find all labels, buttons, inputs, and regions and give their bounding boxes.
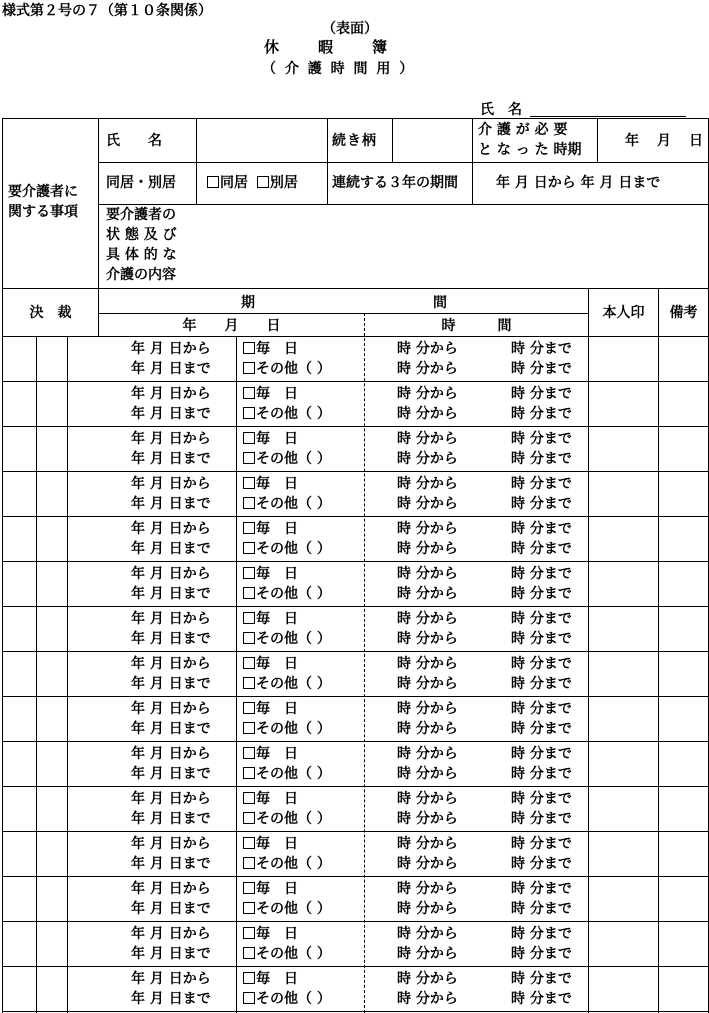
every-day-checkbox[interactable]: 毎 日 bbox=[243, 474, 298, 494]
time-to-2[interactable]: 時 分まで bbox=[511, 991, 572, 1007]
relation-label: 続き柄 bbox=[332, 133, 377, 149]
every-day-checkbox[interactable]: 毎 日 bbox=[243, 699, 298, 719]
other-checkbox[interactable]: その他（ ） bbox=[243, 629, 331, 649]
approval-cell[interactable] bbox=[4, 563, 34, 604]
seal-cell[interactable] bbox=[590, 338, 656, 379]
date-to[interactable]: 年 月 日まで bbox=[131, 451, 211, 467]
date-to[interactable]: 年 月 日まで bbox=[131, 676, 211, 692]
condition-field[interactable] bbox=[199, 207, 705, 285]
time-from-2[interactable]: 時 分から bbox=[397, 631, 458, 647]
remarks-cell[interactable] bbox=[660, 743, 706, 784]
date-to[interactable]: 年 月 日まで bbox=[131, 991, 211, 1007]
every-day-checkbox[interactable]: 毎 日 bbox=[243, 924, 298, 944]
every-day-checkbox[interactable]: 毎 日 bbox=[243, 789, 298, 809]
time-to-2[interactable]: 時 分まで bbox=[511, 811, 572, 827]
cohabit-checkbox[interactable]: 同居 bbox=[207, 175, 248, 191]
date-to[interactable]: 年 月 日まで bbox=[131, 901, 211, 917]
approval-cell[interactable] bbox=[4, 743, 34, 784]
form-subtitle: （ 介 護 時 間 用 ） bbox=[262, 61, 416, 77]
remarks-cell[interactable] bbox=[660, 698, 706, 739]
care-section-label: 要介護者に 関する事項 bbox=[8, 184, 78, 220]
approval-cell[interactable] bbox=[4, 383, 34, 424]
date-from[interactable]: 年 月 日から bbox=[131, 341, 211, 357]
date-column-header: 年 月 日 bbox=[182, 318, 281, 334]
time-to-2[interactable]: 時 分まで bbox=[511, 946, 572, 962]
time-to-1[interactable]: 時 分まで bbox=[511, 431, 572, 447]
date-to[interactable]: 年 月 日まで bbox=[131, 541, 211, 557]
date-to[interactable]: 年 月 日まで bbox=[131, 586, 211, 602]
relation-field[interactable] bbox=[395, 121, 469, 159]
need-period-label: 介 護 が 必 要 と な っ た 時期 bbox=[478, 122, 582, 158]
every-day-checkbox[interactable]: 毎 日 bbox=[243, 609, 298, 629]
date-from[interactable]: 年 月 日から bbox=[131, 836, 211, 852]
remarks-cell[interactable] bbox=[660, 608, 706, 649]
time-from-1[interactable]: 時 分から bbox=[397, 386, 458, 402]
time-from-2[interactable]: 時 分から bbox=[397, 586, 458, 602]
time-to-1[interactable]: 時 分まで bbox=[511, 386, 572, 402]
side-label: （表面） bbox=[322, 21, 378, 37]
seal-cell[interactable] bbox=[590, 788, 656, 829]
remarks-cell[interactable] bbox=[660, 428, 706, 469]
date-from[interactable]: 年 月 日から bbox=[131, 971, 211, 987]
time-to-2[interactable]: 時 分まで bbox=[511, 541, 572, 557]
approval-cell[interactable] bbox=[4, 608, 34, 649]
other-checkbox[interactable]: その他（ ） bbox=[243, 764, 331, 784]
date-to[interactable]: 年 月 日まで bbox=[131, 811, 211, 827]
approval-cell[interactable] bbox=[4, 878, 34, 919]
remarks-header: 備考 bbox=[669, 305, 698, 321]
time-to-1[interactable]: 時 分まで bbox=[511, 881, 572, 897]
approval-cell[interactable] bbox=[4, 338, 34, 379]
date-from[interactable]: 年 月 日から bbox=[131, 611, 211, 627]
care-name-label: 氏 名 bbox=[106, 133, 162, 149]
remarks-cell[interactable] bbox=[660, 518, 706, 559]
seal-header: 本人印 bbox=[602, 305, 645, 321]
date-to[interactable]: 年 月 日まで bbox=[131, 856, 211, 872]
other-checkbox[interactable]: その他（ ） bbox=[243, 989, 331, 1009]
time-from-2[interactable]: 時 分から bbox=[397, 496, 458, 512]
every-day-checkbox[interactable]: 毎 日 bbox=[243, 744, 298, 764]
date-from[interactable]: 年 月 日から bbox=[131, 656, 211, 672]
time-from-2[interactable]: 時 分から bbox=[397, 991, 458, 1007]
time-from-1[interactable]: 時 分から bbox=[397, 836, 458, 852]
remarks-cell[interactable] bbox=[660, 653, 706, 694]
consecutive-value[interactable]: 年 月 日から 年 月 日まで bbox=[496, 175, 661, 191]
every-day-checkbox[interactable]: 毎 日 bbox=[243, 384, 298, 404]
time-from-2[interactable]: 時 分から bbox=[397, 451, 458, 467]
every-day-checkbox[interactable]: 毎 日 bbox=[243, 969, 298, 989]
other-checkbox[interactable]: その他（ ） bbox=[243, 449, 331, 469]
time-to-1[interactable]: 時 分まで bbox=[511, 566, 572, 582]
seal-cell[interactable] bbox=[590, 968, 656, 1009]
date-to[interactable]: 年 月 日まで bbox=[131, 946, 211, 962]
other-checkbox[interactable]: その他（ ） bbox=[243, 584, 331, 604]
other-checkbox[interactable]: その他（ ） bbox=[243, 719, 331, 739]
time-from-1[interactable]: 時 分から bbox=[397, 656, 458, 672]
every-day-checkbox[interactable]: 毎 日 bbox=[243, 654, 298, 674]
time-from-1[interactable]: 時 分から bbox=[397, 701, 458, 717]
approval-cell[interactable] bbox=[4, 698, 34, 739]
time-from-1[interactable]: 時 分から bbox=[397, 611, 458, 627]
time-to-1[interactable]: 時 分まで bbox=[511, 521, 572, 537]
time-from-2[interactable]: 時 分から bbox=[397, 406, 458, 422]
time-to-2[interactable]: 時 分まで bbox=[511, 676, 572, 692]
time-to-2[interactable]: 時 分まで bbox=[511, 406, 572, 422]
every-day-checkbox[interactable]: 毎 日 bbox=[243, 519, 298, 539]
seal-cell[interactable] bbox=[590, 563, 656, 604]
approval-cell[interactable] bbox=[4, 473, 34, 514]
every-day-checkbox[interactable]: 毎 日 bbox=[243, 879, 298, 899]
time-to-1[interactable]: 時 分まで bbox=[511, 656, 572, 672]
other-checkbox[interactable]: その他（ ） bbox=[243, 944, 331, 964]
time-from-1[interactable]: 時 分から bbox=[397, 341, 458, 357]
time-from-2[interactable]: 時 分から bbox=[397, 676, 458, 692]
remarks-cell[interactable] bbox=[660, 968, 706, 1009]
approval-cell[interactable] bbox=[4, 923, 34, 964]
time-to-1[interactable]: 時 分まで bbox=[511, 926, 572, 942]
time-to-1[interactable]: 時 分まで bbox=[511, 791, 572, 807]
time-from-1[interactable]: 時 分から bbox=[397, 566, 458, 582]
condition-label: 要介護者の 状 態 及 び 具 体 的 な 介護の内容 bbox=[106, 207, 177, 283]
date-to[interactable]: 年 月 日まで bbox=[131, 361, 211, 377]
seal-cell[interactable] bbox=[590, 383, 656, 424]
seal-cell[interactable] bbox=[590, 653, 656, 694]
seal-cell[interactable] bbox=[590, 698, 656, 739]
seal-cell[interactable] bbox=[590, 428, 656, 469]
date-to[interactable]: 年 月 日まで bbox=[131, 721, 211, 737]
remarks-cell[interactable] bbox=[660, 338, 706, 379]
approval-cell[interactable] bbox=[4, 788, 34, 829]
time-from-2[interactable]: 時 分から bbox=[397, 721, 458, 737]
remarks-cell[interactable] bbox=[660, 923, 706, 964]
remarks-cell[interactable] bbox=[660, 833, 706, 874]
consecutive-label: 連続する３年の期間 bbox=[332, 175, 458, 191]
seal-cell[interactable] bbox=[590, 518, 656, 559]
cohabit-options bbox=[207, 173, 298, 193]
date-from[interactable]: 年 月 日から bbox=[131, 566, 211, 582]
cohabit-label: 同居・別居 bbox=[106, 175, 176, 191]
every-day-checkbox[interactable]: 毎 日 bbox=[243, 339, 298, 359]
time-to-1[interactable]: 時 分まで bbox=[511, 476, 572, 492]
time-to-1[interactable]: 時 分まで bbox=[511, 611, 572, 627]
date-from[interactable]: 年 月 日から bbox=[131, 791, 211, 807]
date-to[interactable]: 年 月 日まで bbox=[131, 406, 211, 422]
date-from[interactable]: 年 月 日から bbox=[131, 431, 211, 447]
applicant-name-field[interactable] bbox=[530, 99, 686, 117]
date-from[interactable]: 年 月 日から bbox=[131, 701, 211, 717]
time-to-1[interactable]: 時 分まで bbox=[511, 746, 572, 762]
time-column-header: 時 間 bbox=[441, 318, 512, 334]
date-to[interactable]: 年 月 日まで bbox=[131, 631, 211, 647]
care-name-field[interactable] bbox=[199, 121, 324, 159]
time-to-2[interactable]: 時 分まで bbox=[511, 496, 572, 512]
date-from[interactable]: 年 月 日から bbox=[131, 881, 211, 897]
seal-cell[interactable] bbox=[590, 608, 656, 649]
approval-cell[interactable] bbox=[4, 518, 34, 559]
time-from-2[interactable]: 時 分から bbox=[397, 856, 458, 872]
form-number: 様式第２号の７（第１０条関係） bbox=[2, 3, 212, 19]
approval-cell[interactable] bbox=[4, 833, 34, 874]
time-from-1[interactable]: 時 分から bbox=[397, 431, 458, 447]
period-header-2: 間 bbox=[433, 295, 447, 311]
every-day-checkbox[interactable]: 毎 日 bbox=[243, 834, 298, 854]
time-from-1[interactable]: 時 分から bbox=[397, 791, 458, 807]
time-from-2[interactable]: 時 分から bbox=[397, 766, 458, 782]
seal-cell[interactable] bbox=[590, 878, 656, 919]
seal-cell[interactable] bbox=[590, 833, 656, 874]
every-day-checkbox[interactable]: 毎 日 bbox=[243, 429, 298, 449]
need-period-date[interactable]: 年 月 日 bbox=[625, 133, 705, 149]
separate-checkbox[interactable]: 別居 bbox=[257, 175, 298, 191]
approval-cell[interactable] bbox=[4, 428, 34, 469]
date-to[interactable]: 年 月 日まで bbox=[131, 496, 211, 512]
time-from-2[interactable]: 時 分から bbox=[397, 811, 458, 827]
remarks-cell[interactable] bbox=[660, 563, 706, 604]
remarks-cell[interactable] bbox=[660, 878, 706, 919]
time-from-1[interactable]: 時 分から bbox=[397, 746, 458, 762]
date-from[interactable]: 年 月 日から bbox=[131, 926, 211, 942]
approval-header: 決 裁 bbox=[29, 305, 72, 321]
time-to-2[interactable]: 時 分まで bbox=[511, 856, 572, 872]
remarks-cell[interactable] bbox=[660, 473, 706, 514]
other-checkbox[interactable]: その他（ ） bbox=[243, 854, 331, 874]
approval-cell[interactable] bbox=[4, 968, 34, 1009]
remarks-cell[interactable] bbox=[660, 383, 706, 424]
date-from[interactable]: 年 月 日から bbox=[131, 386, 211, 402]
time-to-2[interactable]: 時 分まで bbox=[511, 451, 572, 467]
other-checkbox[interactable]: その他（ ） bbox=[243, 359, 331, 379]
date-from[interactable]: 年 月 日から bbox=[131, 521, 211, 537]
seal-cell[interactable] bbox=[590, 473, 656, 514]
time-to-1[interactable]: 時 分まで bbox=[511, 836, 572, 852]
time-to-1[interactable]: 時 分まで bbox=[511, 701, 572, 717]
time-from-1[interactable]: 時 分から bbox=[397, 476, 458, 492]
seal-cell[interactable] bbox=[590, 923, 656, 964]
period-header: 期 bbox=[241, 295, 255, 311]
time-to-2[interactable]: 時 分まで bbox=[511, 631, 572, 647]
other-checkbox[interactable]: その他（ ） bbox=[243, 494, 331, 514]
time-from-1[interactable]: 時 分から bbox=[397, 521, 458, 537]
date-from[interactable]: 年 月 日から bbox=[131, 746, 211, 762]
time-to-2[interactable]: 時 分まで bbox=[511, 901, 572, 917]
seal-cell[interactable] bbox=[590, 743, 656, 784]
other-checkbox[interactable]: その他（ ） bbox=[243, 539, 331, 559]
time-from-2[interactable]: 時 分から bbox=[397, 361, 458, 377]
time-to-2[interactable]: 時 分まで bbox=[511, 721, 572, 737]
approval-cell[interactable] bbox=[4, 653, 34, 694]
date-to[interactable]: 年 月 日まで bbox=[131, 766, 211, 782]
time-from-2[interactable]: 時 分から bbox=[397, 901, 458, 917]
time-to-2[interactable]: 時 分まで bbox=[511, 586, 572, 602]
applicant-name-label: 氏 名 bbox=[480, 102, 522, 118]
other-checkbox[interactable]: その他（ ） bbox=[243, 899, 331, 919]
time-to-1[interactable]: 時 分まで bbox=[511, 971, 572, 987]
other-checkbox[interactable]: その他（ ） bbox=[243, 674, 331, 694]
time-to-2[interactable]: 時 分まで bbox=[511, 361, 572, 377]
time-from-1[interactable]: 時 分から bbox=[397, 971, 458, 987]
time-from-1[interactable]: 時 分から bbox=[397, 926, 458, 942]
time-from-1[interactable]: 時 分から bbox=[397, 881, 458, 897]
every-day-checkbox[interactable]: 毎 日 bbox=[243, 564, 298, 584]
time-from-2[interactable]: 時 分から bbox=[397, 541, 458, 557]
date-from[interactable]: 年 月 日から bbox=[131, 476, 211, 492]
time-to-1[interactable]: 時 分まで bbox=[511, 341, 572, 357]
form-title: 休 暇 簿 bbox=[264, 38, 391, 56]
time-to-2[interactable]: 時 分まで bbox=[511, 766, 572, 782]
remarks-cell[interactable] bbox=[660, 788, 706, 829]
other-checkbox[interactable]: その他（ ） bbox=[243, 809, 331, 829]
other-checkbox[interactable]: その他（ ） bbox=[243, 404, 331, 424]
time-from-2[interactable]: 時 分から bbox=[397, 946, 458, 962]
